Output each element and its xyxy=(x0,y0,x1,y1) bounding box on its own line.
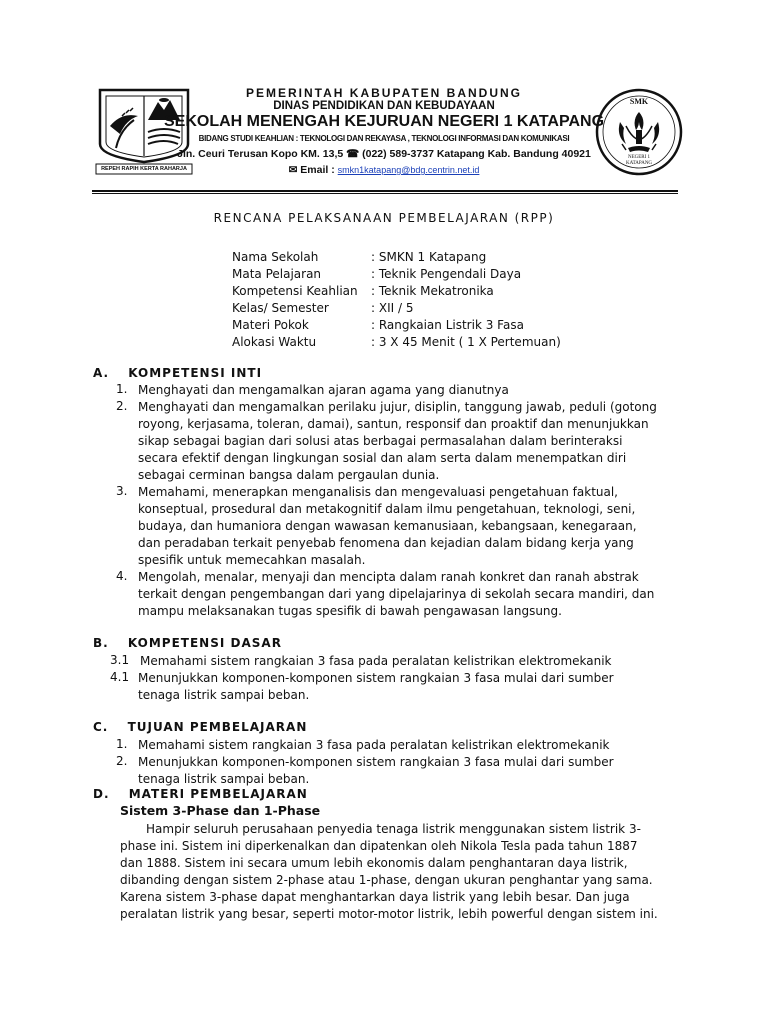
list-number: 3. xyxy=(116,484,128,498)
identity-value: : Teknik Pengendali Daya xyxy=(371,267,522,281)
list-item: Menunjukkan komponen-komponen sistem rangkaian 3 fasa mulai dari sumber tenaga listrik sampai beban. xyxy=(138,755,614,786)
right-logo-top-text: SMK xyxy=(629,97,649,106)
email-label: ✉ Email : xyxy=(288,164,335,176)
section-title: MATERI PEMBELAJARAN xyxy=(128,787,308,801)
identity-value: : Rangkaian Listrik 3 Fasa xyxy=(371,318,524,332)
identity-label: Materi Pokok xyxy=(232,318,309,332)
list-number: 2. xyxy=(116,754,128,768)
section-title: TUJUAN PEMBELAJARAN xyxy=(127,720,308,734)
identity-label: Mata Pelajaran xyxy=(232,267,322,281)
section-b-heading xyxy=(93,636,282,650)
identity-label: Nama Sekolah xyxy=(232,250,319,264)
letterhead-divider-thick xyxy=(92,190,678,192)
identity-label: Kelas/ Semester xyxy=(232,301,329,315)
list-number: 3.1 xyxy=(110,653,130,667)
letterhead-department: DINAS PENDIDIKAN DAN KEBUDAYAAN xyxy=(273,100,495,112)
letterhead-school-name: SEKOLAH MENENGAH KEJURUAN NEGERI 1 KATAPANG xyxy=(163,113,605,130)
identity-value: : 3 X 45 Menit ( 1 X Pertemuan) xyxy=(371,335,561,349)
letterhead-study-field: BIDANG STUDI KEAHLIAN : TEKNOLOGI DAN REKAYASA , TEKNOLOGI INFORMASI DAN KOMUNIKASI xyxy=(198,134,570,143)
section-title: KOMPETENSI DASAR xyxy=(127,636,282,650)
section-c-heading xyxy=(93,720,307,734)
section-d-paragraph: Hampir seluruh perusahaan penyedia tenaga listrik menggunakan sistem listrik 3-phase ini. Sistem ini diperkenalkan dan dipatenkan oleh Nikola Tesla pada tahun 1887 dan 1888. Sistem ini secara umum lebih ekonomis dalam penghantaran daya listrik, dibanding dengan sistem 2-phase atau 1-phase, dengan ukuran penghantar yang sama. Karena sistem 3-phase dapat menghantarkan daya listrik yang lebih besar. Dan juga peralatan listrik yang besar, seperti motor-motor listrik, lebih powerful dengan sistem ini. xyxy=(120,822,658,921)
letterhead-address: Jln. Ceuri Terusan Kopo KM. 13,5 ☎ (022) 589-3737 Katapang Kab. Bandung 40921 xyxy=(177,148,591,160)
list-item: Mengolah, menalar, menyaji dan mencipta dalam ranah konkret dan ranah abstrak terkait dengan pengembangan dari yang dipelajarinya di sekolah secara mandiri, dan mampu melaksanakan tugas spesifik di bawah pengawasan langsung. xyxy=(138,570,655,618)
list-number: 4. xyxy=(116,569,128,583)
email-link[interactable]: smkn1katapang@bdg.centrin.net.id xyxy=(337,165,480,175)
section-letter: B. xyxy=(93,636,109,650)
identity-value: : SMKN 1 Katapang xyxy=(371,250,487,264)
identity-label: Kompetensi Keahlian xyxy=(232,284,358,298)
list-item: Memahami sistem rangkaian 3 fasa pada peralatan kelistrikan elektromekanik xyxy=(138,738,610,752)
document-title: RENCANA PELAKSANAAN PEMBELAJARAN (RPP) xyxy=(213,211,555,225)
list-item: Memahami, menerapkan menganalisis dan mengevaluasi pengetahuan faktual, konseptual, prosedural dan metakognitif dalam ilmu pengetahuan, teknologi, seni, budaya, dan humaniora dengan wawasan kemanusiaan, kebangsaan, kenegaraan, dan peradaban terkait penyebab fenomena dan kejadian dalam bidang kerja yang spesifik untuk memecahkan masalah. xyxy=(138,485,637,567)
list-number: 4.1 xyxy=(110,670,130,684)
left-logo-motto: REPEH RAPIH KERTA RAHARJA xyxy=(101,166,187,172)
list-item: Memahami sistem rangkaian 3 fasa pada peralatan kelistrikan elektromekanik xyxy=(140,654,612,668)
right-logo-bottom-text: NEGERI 1 KATAPANG xyxy=(625,155,653,166)
section-d-subtitle: Sistem 3-Phase dan 1-Phase xyxy=(120,803,321,818)
list-item: Menghayati dan mengamalkan perilaku jujur, disiplin, tanggung jawab, peduli (gotong royong, kerjasama, toleran, damai), santun, responsif dan proaktif dan menunjukkan sikap sebagai bagian dari solusi atas berbagai permasalahan dalam berinteraksi secara efektif dengan lingkungan sosial dan alam serta dalam menempatkan diri sebagai cerminan bangsa dalam pergaulan dunia. xyxy=(138,400,657,482)
section-letter: C. xyxy=(93,720,109,734)
section-a-heading xyxy=(93,366,262,380)
letterhead-divider-thin xyxy=(92,193,678,194)
identity-label: Alokasi Waktu xyxy=(232,335,317,349)
section-d-heading xyxy=(93,787,308,801)
list-number: 1. xyxy=(116,382,128,396)
identity-value: : XII / 5 xyxy=(371,301,414,315)
section-letter: A. xyxy=(93,366,110,380)
section-title: KOMPETENSI INTI xyxy=(128,366,263,380)
letterhead-email-line xyxy=(0,164,768,176)
letterhead-government: PEMERINTAH KABUPATEN BANDUNG xyxy=(246,86,522,100)
list-item: Menunjukkan komponen-komponen sistem rangkaian 3 fasa mulai dari sumber tenaga listrik sampai beban. xyxy=(138,671,614,702)
list-number: 1. xyxy=(116,737,128,751)
section-letter: D. xyxy=(93,787,110,801)
list-item: Menghayati dan mengamalkan ajaran agama yang dianutnya xyxy=(138,383,509,397)
identity-value: : Teknik Mekatronika xyxy=(371,284,494,298)
list-number: 2. xyxy=(116,399,128,413)
